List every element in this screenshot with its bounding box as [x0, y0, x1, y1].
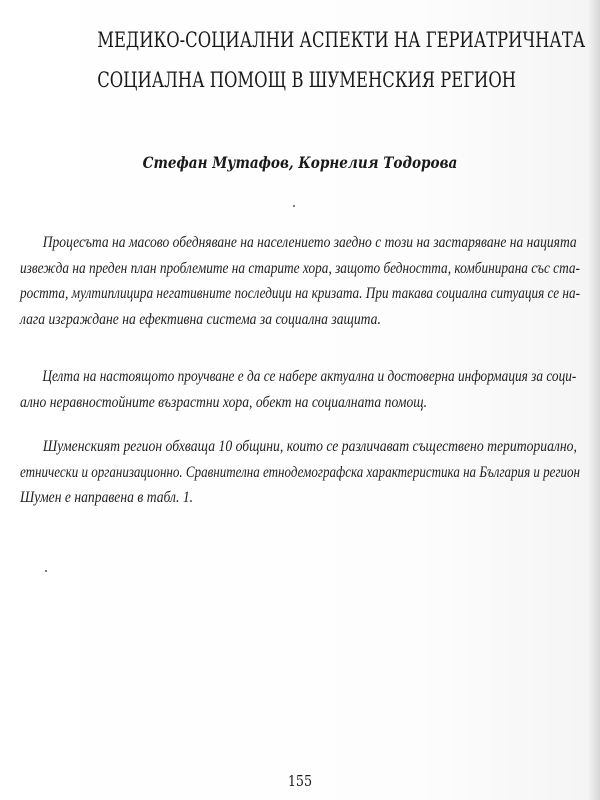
scan-speck	[45, 570, 47, 572]
page-number: 155	[287, 772, 313, 790]
paragraph-2-line-1: Целта на настоящото проучване е да се набере актуална и достоверна информация за соци-	[42, 368, 577, 385]
paragraph-1	[20, 230, 580, 332]
article-authors: Стефан Мутафов, Корнелия Тодорова	[142, 153, 458, 172]
paragraph-1-line-4: лага изграждане на ефективна система за социална защита.	[20, 310, 381, 328]
paragraph-1-line-2: извежда на преден план проблемите на старите хора, защото бедността, комбинирана със ста-	[20, 259, 580, 277]
paragraph-1-line-1: Процесъта на масово обедняване на населението заедно с този на застаряване на нацията	[42, 234, 577, 251]
paragraph-2-line-2: ално неравностойните възрастни хора, обект на социалната помощ.	[20, 393, 427, 411]
paragraph-1-line-3: ростта, мултиплицира негативните последици на кризата. При такава социална ситуация се на-	[20, 285, 581, 302]
article-title-line-1: МЕДИКО-СОЦИАЛНИ АСПЕКТИ НА ГЕРИАТРИЧНАТА	[97, 28, 586, 52]
paragraph-2	[20, 364, 580, 415]
paragraph-3-line-2: етнически и организационно. Сравнителна етнодемографска характеристика на България и регион	[20, 463, 581, 481]
page-edge-shadow	[588, 0, 600, 800]
article-title-line-2: СОЦИАЛНА ПОМОЩ В ШУМЕНСКИЯ РЕГИОН	[97, 68, 517, 92]
paragraph-3-line-3: Шумен е направена в табл. 1.	[20, 489, 194, 506]
paragraph-3	[20, 434, 580, 511]
scan-speck	[293, 205, 295, 207]
paragraph-3-line-1: Шуменският регион обхваща 10 общини, които се различават съществено териториално,	[42, 438, 577, 455]
